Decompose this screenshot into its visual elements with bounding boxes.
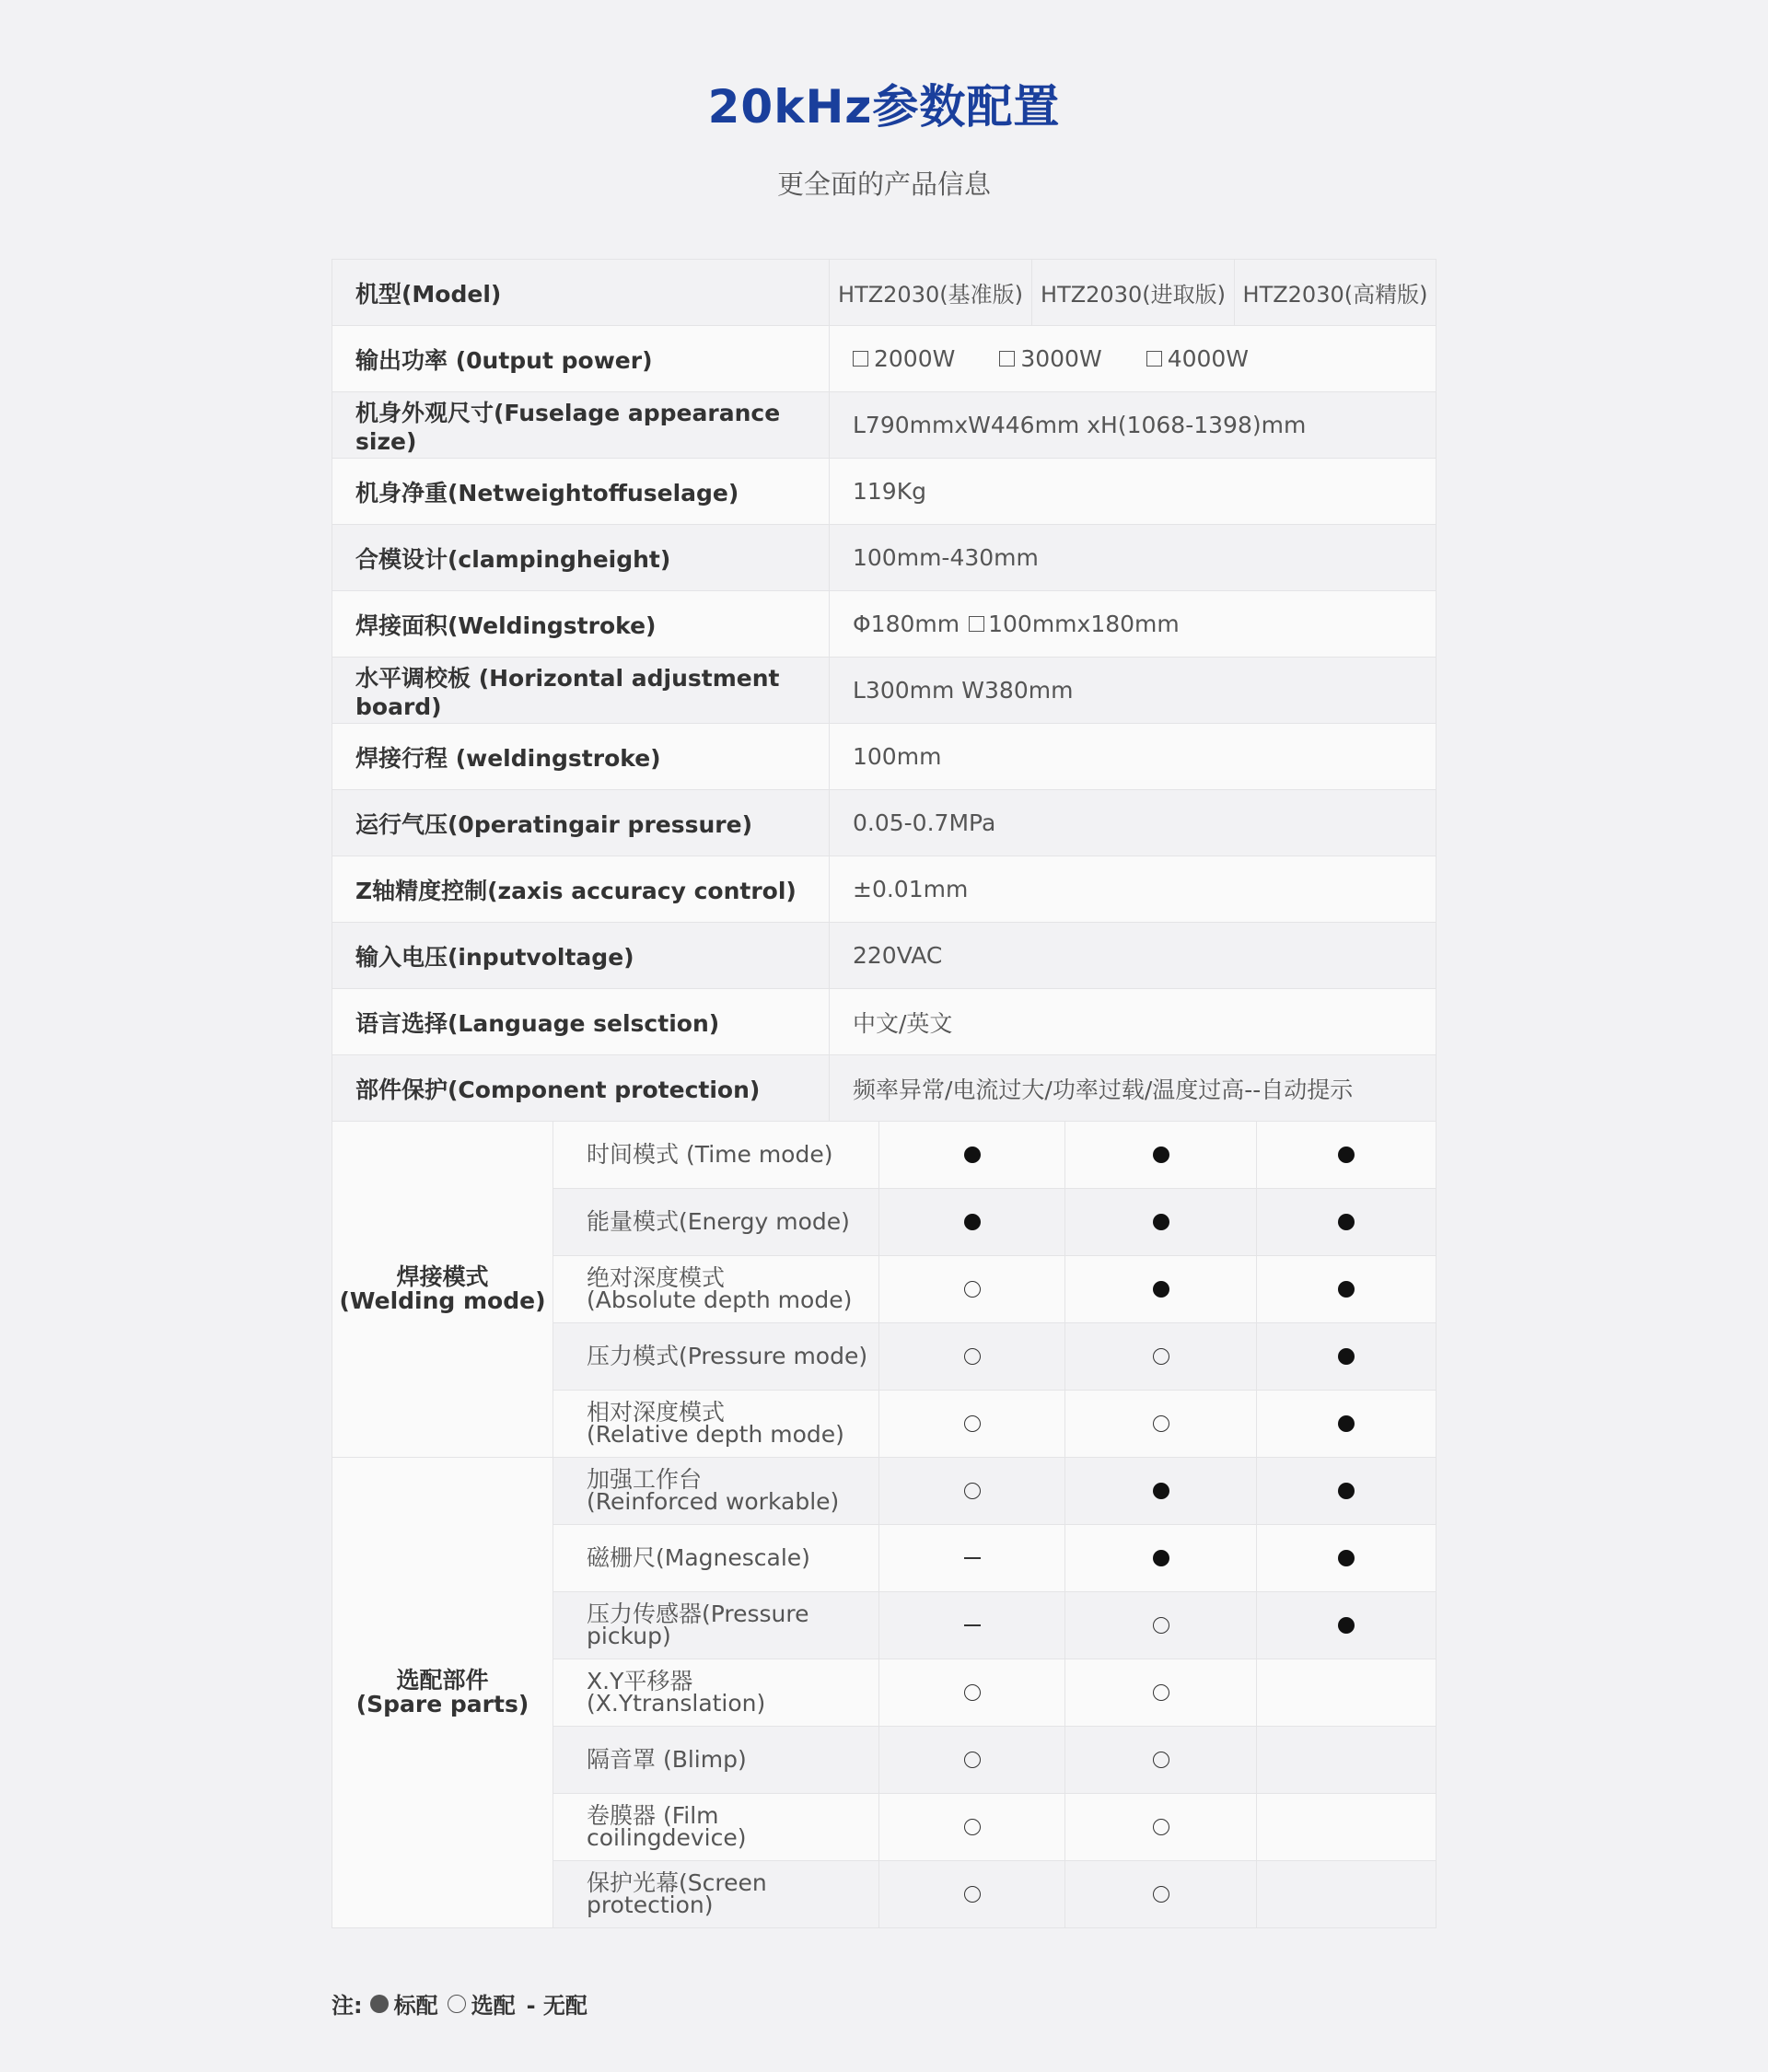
table-row-model — [332, 260, 1436, 326]
optional-ring-icon — [1153, 1617, 1169, 1634]
mark-cell — [1257, 1391, 1436, 1458]
mark-cell — [879, 1861, 1065, 1928]
optional-ring-icon — [964, 1281, 981, 1298]
mark-cell — [1065, 1794, 1257, 1861]
table-row — [332, 1055, 1436, 1122]
checkbox-icon[interactable] — [1146, 351, 1162, 367]
none-dash-icon — [964, 1624, 981, 1626]
mark-cell — [1257, 1256, 1436, 1323]
variant-header-precision: HTZ2030(高精版) — [1235, 260, 1436, 326]
optional-ring-icon — [964, 1752, 981, 1768]
standard-dot-icon — [1153, 1147, 1169, 1163]
power-options — [830, 326, 1436, 392]
checkbox-icon[interactable] — [853, 351, 868, 367]
optional-ring-icon — [1153, 1752, 1169, 1768]
mark-cell — [1065, 1189, 1257, 1256]
mark-cell — [1065, 1323, 1257, 1391]
mark-cell — [1065, 1727, 1257, 1794]
row-label: 合模设计(clampingheight) — [332, 525, 830, 591]
row-label: 语言选择(Language selsction) — [332, 989, 830, 1055]
table-row — [553, 1727, 1436, 1794]
table-row — [553, 1525, 1436, 1592]
table-row — [553, 1794, 1436, 1861]
table-row — [553, 1391, 1436, 1458]
row-label: 机型(Model) — [332, 260, 830, 326]
table-row — [332, 989, 1436, 1055]
checkbox-icon[interactable] — [999, 351, 1015, 367]
table-row-welding-area — [332, 591, 1436, 658]
mark-cell — [1065, 1861, 1257, 1928]
feature-label: 隔音罩 (Blimp) — [553, 1727, 879, 1794]
row-value: 频率异常/电流过大/功率过载/温度过高--自动提示 — [830, 1055, 1436, 1122]
feature-label: 绝对深度模式 (Absolute depth mode) — [553, 1256, 879, 1323]
optional-ring-icon — [964, 1348, 981, 1365]
table-row — [332, 525, 1436, 591]
mark-cell — [879, 1592, 1065, 1659]
standard-dot-icon — [964, 1214, 981, 1230]
optional-ring-icon — [964, 1886, 981, 1903]
standard-dot-icon — [1338, 1483, 1355, 1499]
row-label: 运行气压(0peratingair pressure) — [332, 790, 830, 856]
group-label-spare-parts: 选配部件 (Spare parts) — [332, 1458, 553, 1928]
mark-cell — [879, 1458, 1065, 1525]
row-label: 水平调校板 (Horizontal adjustment board) — [332, 658, 830, 724]
table-row — [332, 392, 1436, 459]
mark-cell — [1065, 1256, 1257, 1323]
mark-cell — [1257, 1323, 1436, 1391]
mark-cell — [1257, 1189, 1436, 1256]
table-row — [553, 1592, 1436, 1659]
row-label: 机身外观尺寸(Fuselage appearance size) — [332, 392, 830, 459]
mark-cell — [879, 1189, 1065, 1256]
variant-header-basic: HTZ2030(基准版) — [830, 260, 1032, 326]
mark-cell — [879, 1256, 1065, 1323]
mark-cell — [879, 1794, 1065, 1861]
mark-cell — [1065, 1659, 1257, 1727]
table-row — [332, 856, 1436, 923]
table-row — [553, 1189, 1436, 1256]
row-value: Φ180mm 100mmx180mm — [830, 591, 1436, 658]
row-label: 焊接面积(Weldingstroke) — [332, 591, 830, 658]
mark-cell — [1257, 1727, 1436, 1794]
mark-cell — [1257, 1122, 1436, 1189]
standard-dot-icon — [1338, 1550, 1355, 1566]
row-label: 机身净重(Netweightoffuselage) — [332, 459, 830, 525]
row-label: 部件保护(Component protection) — [332, 1055, 830, 1122]
standard-dot-icon — [1338, 1281, 1355, 1298]
welding-mode-block — [332, 1122, 1436, 1458]
mark-cell — [1257, 1659, 1436, 1727]
spec-table — [332, 259, 1436, 1928]
optional-ring-icon — [1153, 1886, 1169, 1903]
standard-dot-icon — [1338, 1214, 1355, 1230]
mark-cell — [1065, 1391, 1257, 1458]
mark-cell — [879, 1659, 1065, 1727]
standard-dot-icon — [1153, 1214, 1169, 1230]
optional-ring-icon — [964, 1819, 981, 1835]
table-row — [332, 923, 1436, 989]
mark-cell — [1257, 1794, 1436, 1861]
mark-cell — [879, 1323, 1065, 1391]
feature-label: 压力模式(Pressure mode) — [553, 1323, 879, 1391]
table-row — [332, 459, 1436, 525]
mark-cell — [1257, 1458, 1436, 1525]
table-row — [553, 1323, 1436, 1391]
row-label: Z轴精度控制(zaxis accuracy control) — [332, 856, 830, 923]
variant-header-advanced: HTZ2030(进取版) — [1032, 260, 1235, 326]
standard-dot-icon — [964, 1147, 981, 1163]
row-value: 0.05-0.7MPa — [830, 790, 1436, 856]
feature-label: 磁栅尺(Magnescale) — [553, 1525, 879, 1592]
row-value: L300mm W380mm — [830, 658, 1436, 724]
optional-ring-icon — [1153, 1348, 1169, 1365]
table-row — [553, 1861, 1436, 1928]
mark-cell — [879, 1525, 1065, 1592]
row-label: 焊接行程 (weldingstroke) — [332, 724, 830, 790]
row-value: 220VAC — [830, 923, 1436, 989]
none-dash-icon — [964, 1557, 981, 1559]
mark-cell — [1257, 1525, 1436, 1592]
mark-cell — [879, 1391, 1065, 1458]
power-option[interactable]: 3000W — [999, 345, 1101, 372]
page-title: 20kHz参数配置 — [707, 80, 1061, 134]
standard-dot-icon — [1153, 1550, 1169, 1566]
mark-cell — [879, 1727, 1065, 1794]
feature-label: 加强工作台 (Reinforced workable) — [553, 1458, 879, 1525]
feature-label: 压力传感器(Pressure pickup) — [553, 1592, 879, 1659]
table-row — [553, 1458, 1436, 1525]
table-row — [553, 1659, 1436, 1727]
table-row — [553, 1256, 1436, 1323]
spare-parts-rows — [553, 1458, 1436, 1928]
feature-label: 相对深度模式 (Relative depth mode) — [553, 1391, 879, 1458]
standard-dot-icon — [1153, 1281, 1169, 1298]
standard-dot-icon — [1338, 1415, 1355, 1432]
feature-label: 时间模式 (Time mode) — [553, 1122, 879, 1189]
row-value: 100mm-430mm — [830, 525, 1436, 591]
row-value: 100mm — [830, 724, 1436, 790]
row-value: ±0.01mm — [830, 856, 1436, 923]
table-row-power — [332, 326, 1436, 392]
legend: 注: 标配 选配 - 无配 — [332, 1993, 587, 2019]
mark-cell — [1065, 1458, 1257, 1525]
row-label: 输出功率 (0utput power) — [332, 326, 830, 392]
feature-label: X.Y平移器 (X.Ytranslation) — [553, 1659, 879, 1727]
spare-parts-block — [332, 1458, 1436, 1928]
power-option[interactable]: 4000W — [1146, 345, 1249, 372]
row-value: 中文/英文 — [830, 989, 1436, 1055]
welding-mode-rows — [553, 1122, 1436, 1458]
feature-label: 卷膜器 (Film coilingdevice) — [553, 1794, 879, 1861]
optional-ring-icon — [1153, 1415, 1169, 1432]
standard-dot-icon — [1338, 1147, 1355, 1163]
optional-ring-icon — [1153, 1819, 1169, 1835]
optional-ring-icon — [1153, 1684, 1169, 1701]
mark-cell — [879, 1122, 1065, 1189]
table-row — [332, 724, 1436, 790]
standard-dot-icon — [1338, 1348, 1355, 1365]
row-value: L790mmxW446mm xH(1068-1398)mm — [830, 392, 1436, 459]
table-row — [332, 790, 1436, 856]
mark-cell — [1065, 1525, 1257, 1592]
optional-ring-icon — [448, 1995, 466, 2013]
feature-label: 保护光幕(Screen protection) — [553, 1861, 879, 1928]
mark-cell — [1065, 1592, 1257, 1659]
optional-ring-icon — [964, 1684, 981, 1701]
row-value: 119Kg — [830, 459, 1436, 525]
group-label-welding-mode: 焊接模式 (Welding mode) — [332, 1122, 553, 1458]
mark-cell — [1065, 1122, 1257, 1189]
mark-cell — [1257, 1592, 1436, 1659]
table-row — [332, 658, 1436, 724]
power-option[interactable]: 2000W — [853, 345, 955, 372]
mark-cell — [1257, 1861, 1436, 1928]
standard-dot-icon — [1338, 1617, 1355, 1634]
square-icon — [969, 616, 984, 632]
feature-label: 能量模式(Energy mode) — [553, 1189, 879, 1256]
table-row — [553, 1122, 1436, 1189]
page-subtitle: 更全面的产品信息 — [776, 169, 991, 200]
optional-ring-icon — [964, 1415, 981, 1432]
standard-dot-icon — [1153, 1483, 1169, 1499]
standard-dot-icon — [370, 1995, 389, 2013]
optional-ring-icon — [964, 1483, 981, 1499]
row-label: 输入电压(inputvoltage) — [332, 923, 830, 989]
